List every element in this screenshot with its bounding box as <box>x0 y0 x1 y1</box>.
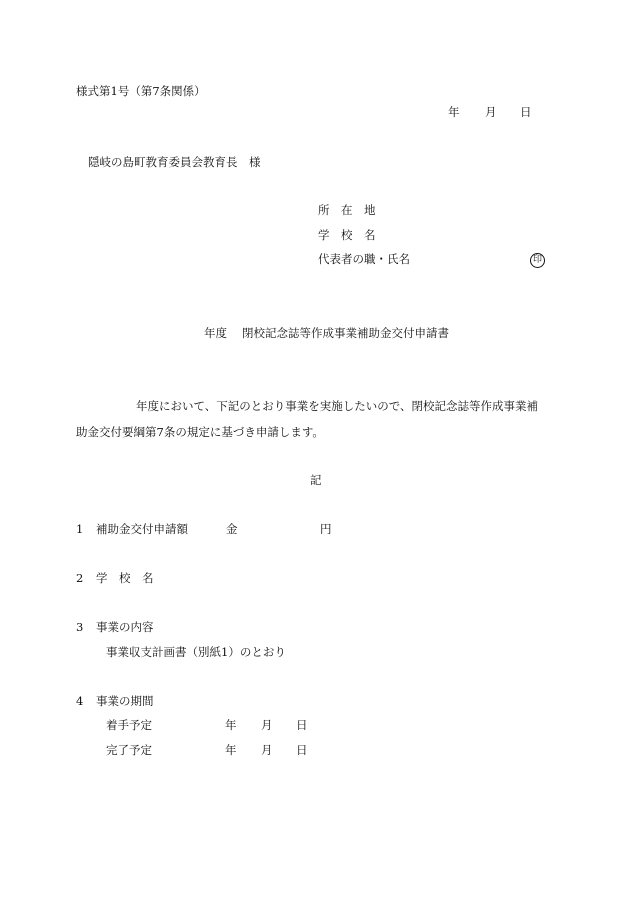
end-label: 完了予定 <box>106 743 152 757</box>
representative-label: 代表者の職・氏名 <box>318 252 410 266</box>
ki-heading: 記 <box>310 473 322 487</box>
body-line-2: 助金交付要綱第7条の規定に基づき申請します。 <box>76 425 324 439</box>
item-3-detail: 事業収支計画書（別紙1）のとおり <box>106 645 286 659</box>
addressee: 隠岐の島町教育委員会教育長 様 <box>88 155 261 169</box>
start-year: 年 <box>225 718 237 732</box>
document-title: 閉校記念誌等作成事業補助金交付申請書 <box>242 326 449 340</box>
item-1-yen: 円 <box>320 522 332 536</box>
item-3-label: 事業の内容 <box>96 620 154 634</box>
address-label: 所 在 地 <box>318 203 376 217</box>
item-1-label: 補助金交付申請額 <box>96 522 188 536</box>
title-year: 年度 <box>204 326 227 340</box>
date-day: 日 <box>520 105 532 119</box>
date-year: 年 <box>448 105 460 119</box>
item-2-label: 学 校 名 <box>96 571 154 585</box>
start-label: 着手予定 <box>106 718 152 732</box>
seal-mark: 印 <box>530 253 545 268</box>
end-month: 月 <box>261 743 273 757</box>
item-4-number: 4 <box>76 694 84 708</box>
item-4-label: 事業の期間 <box>96 694 154 708</box>
start-day: 日 <box>296 718 308 732</box>
item-1-kin: 金 <box>226 522 238 536</box>
body-line-1: 年度において、下記のとおり事業を実施したいので、閉校記念誌等作成事業補 <box>136 399 539 413</box>
form-number: 様式第1号（第7条関係） <box>76 84 206 98</box>
start-month: 月 <box>261 718 273 732</box>
item-1-number: 1 <box>76 522 84 536</box>
item-3-number: 3 <box>76 620 84 634</box>
item-2-number: 2 <box>76 571 84 585</box>
end-year: 年 <box>225 743 237 757</box>
end-day: 日 <box>296 743 308 757</box>
school-name-label: 学 校 名 <box>318 228 376 242</box>
date-month: 月 <box>485 105 497 119</box>
